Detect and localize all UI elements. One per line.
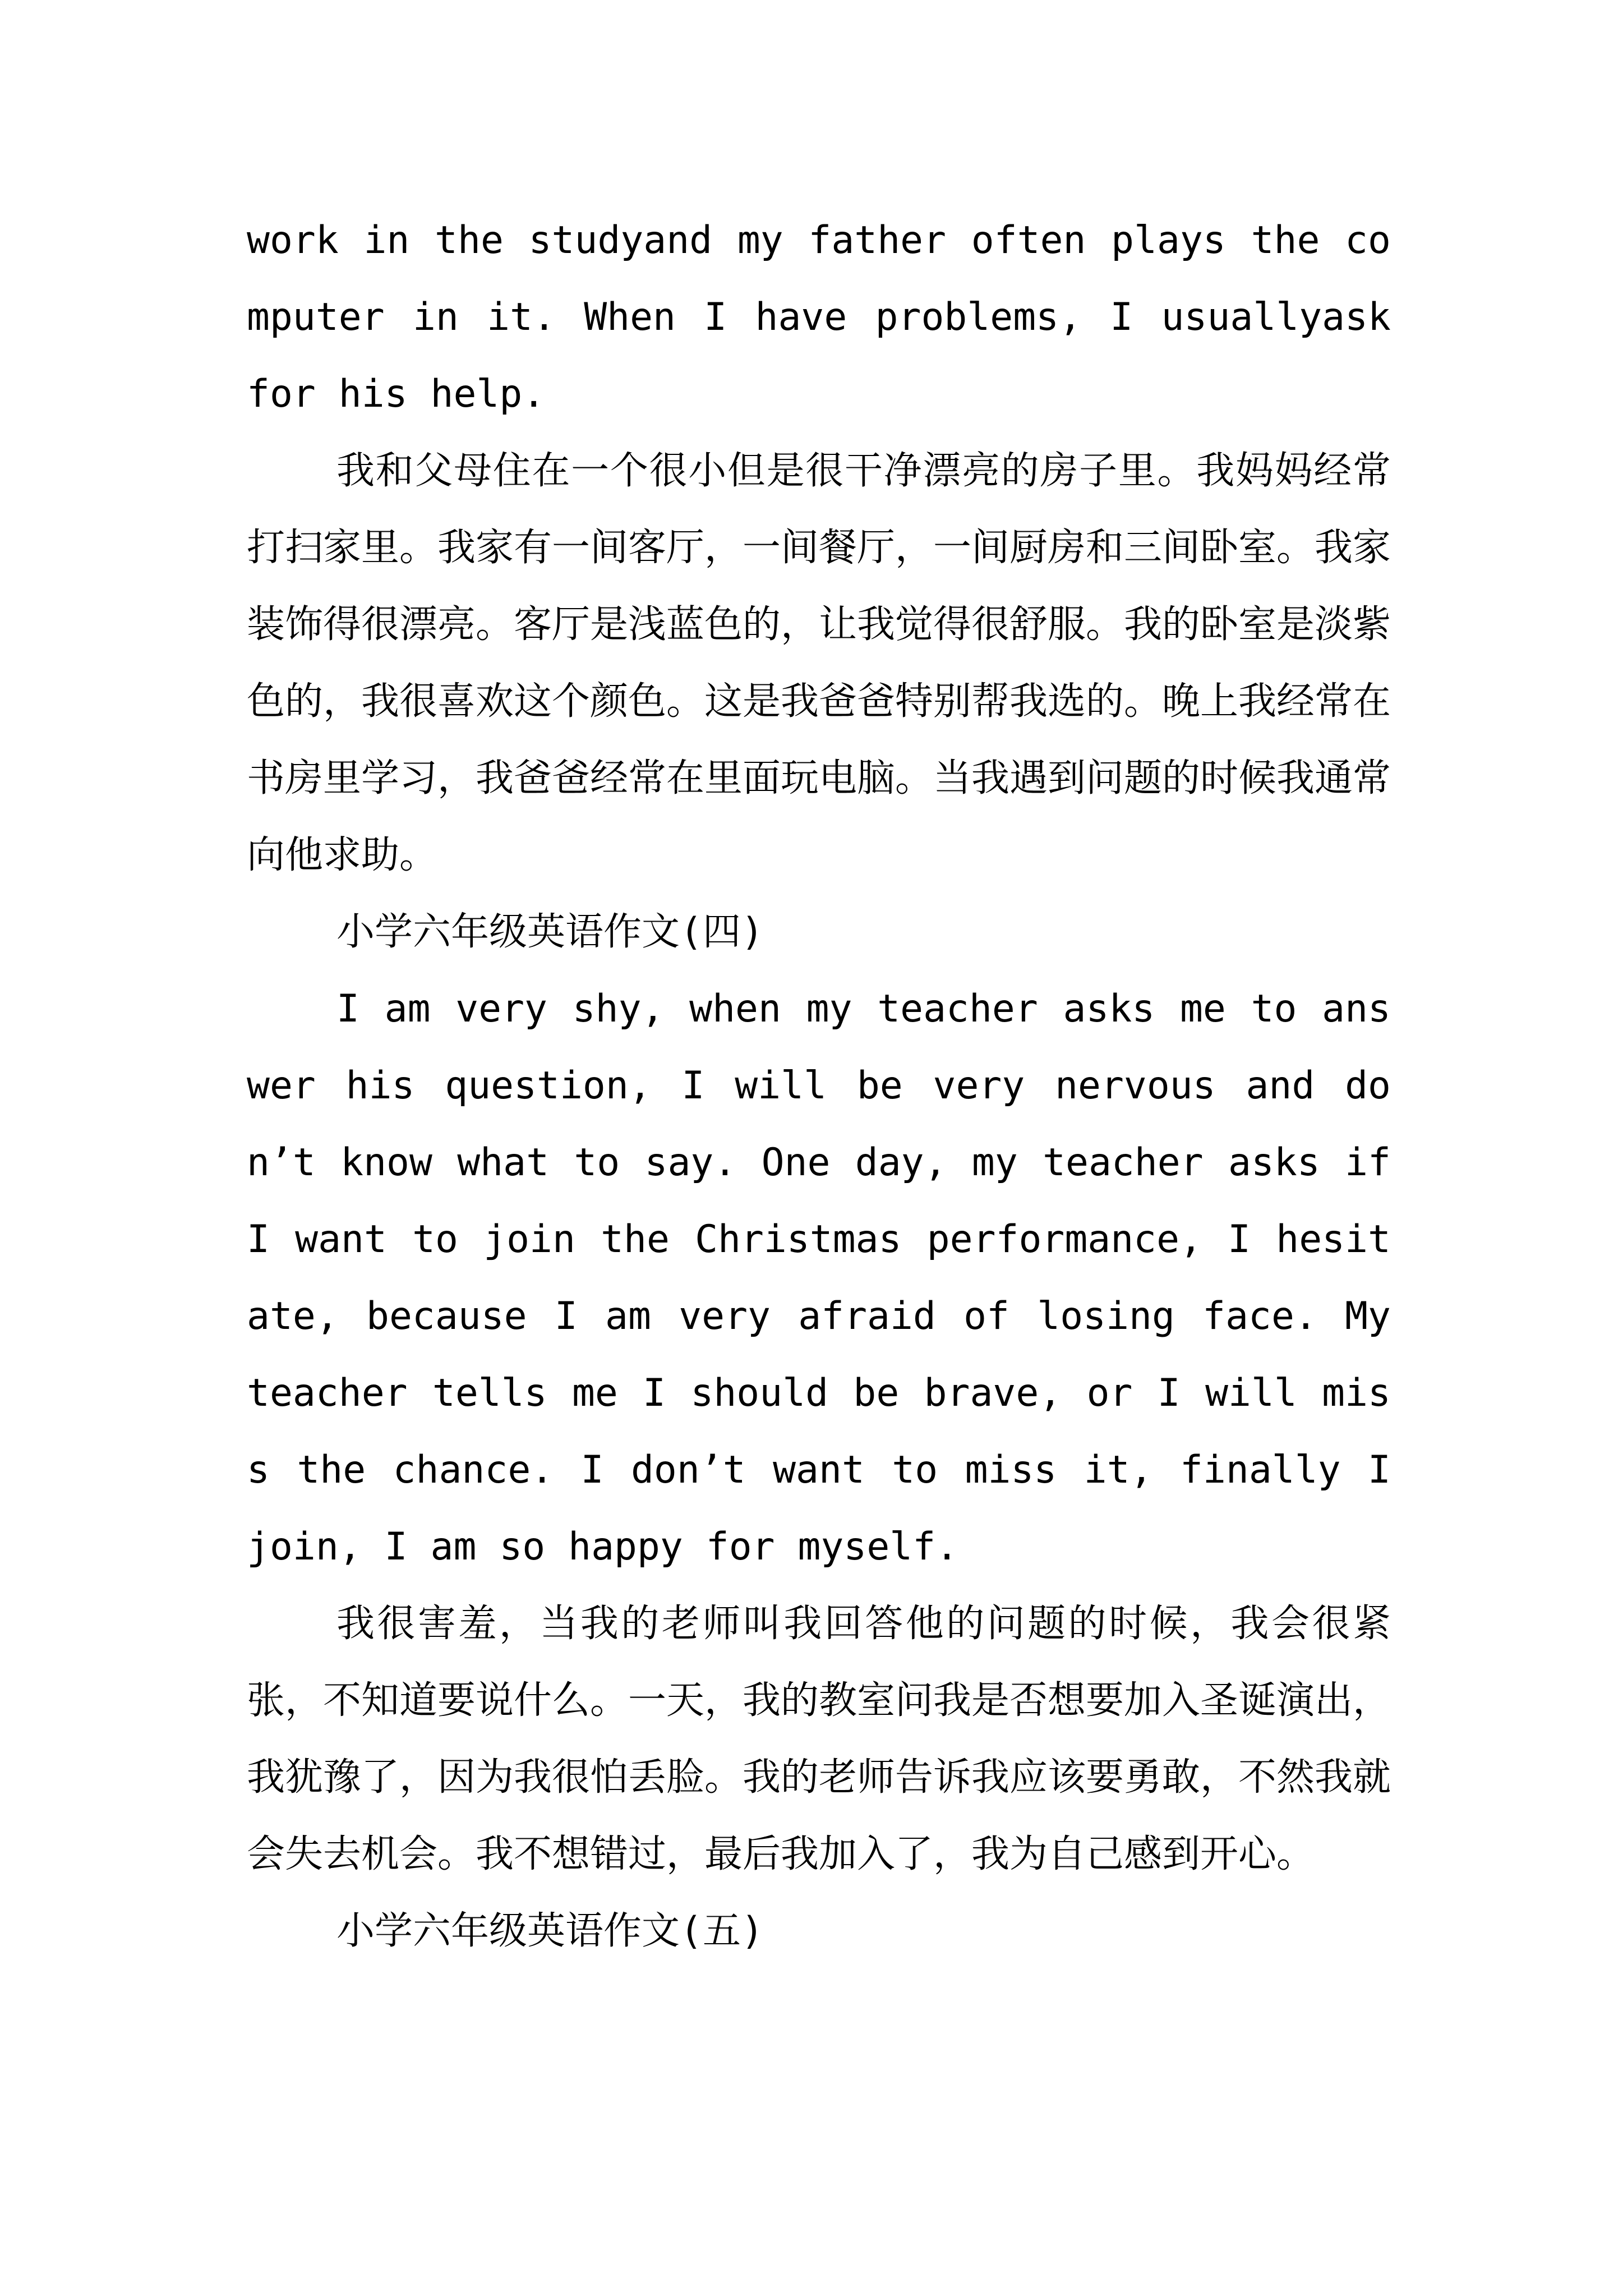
document-body — [247, 202, 1391, 1970]
essay-heading-four: 小学六年级英语作文(四) — [336, 910, 764, 954]
chinese-essay-paragraph: 我很害羞，当我的老师叫我回答他的问题的时候，我会很紧张，不知道要说什么。一天，我的教室问我是否想要加入圣诞演出，我犹豫了，因为我很怕丢脸。我的老师告诉我应该要勇敢，不然我就会失去机会。我不想错过，最后我加入了，我为自己感到开心。 — [247, 1602, 1391, 1876]
english-paragraph-continued: work in the studyand my father often plays the computer in it. When I have problems, I usuallyask for his help. — [247, 218, 1391, 416]
chinese-translation-paragraph: 我和父母住在一个很小但是很干净漂亮的房子里。我妈妈经常打扫家里。我家有一间客厅，一间餐厅，一间厨房和三间卧室。我家装饰得很漂亮。客厅是浅蓝色的，让我觉得很舒服。我的卧室是淡紫色的，我很喜欢这个颜色。这是我爸爸特别帮我选的。晚上我经常在书房里学习，我爸爸经常在里面玩电脑。当我遇到问题的时候我通常向他求助。 — [247, 449, 1391, 877]
essay-heading-five: 小学六年级英语作文(五) — [336, 1909, 764, 1953]
english-essay-paragraph: I am very shy, when my teacher asks me to answer his question, I will be very nervous and don’t know what to say. One day, my teacher asks if I want to join the Christmas performance, I hesitate, because I am very afraid of losing face. My teacher tells me I should be brave, or I will miss the chance. I don’t want to miss it, finally I join, I am so happy for myself. — [247, 987, 1391, 1569]
